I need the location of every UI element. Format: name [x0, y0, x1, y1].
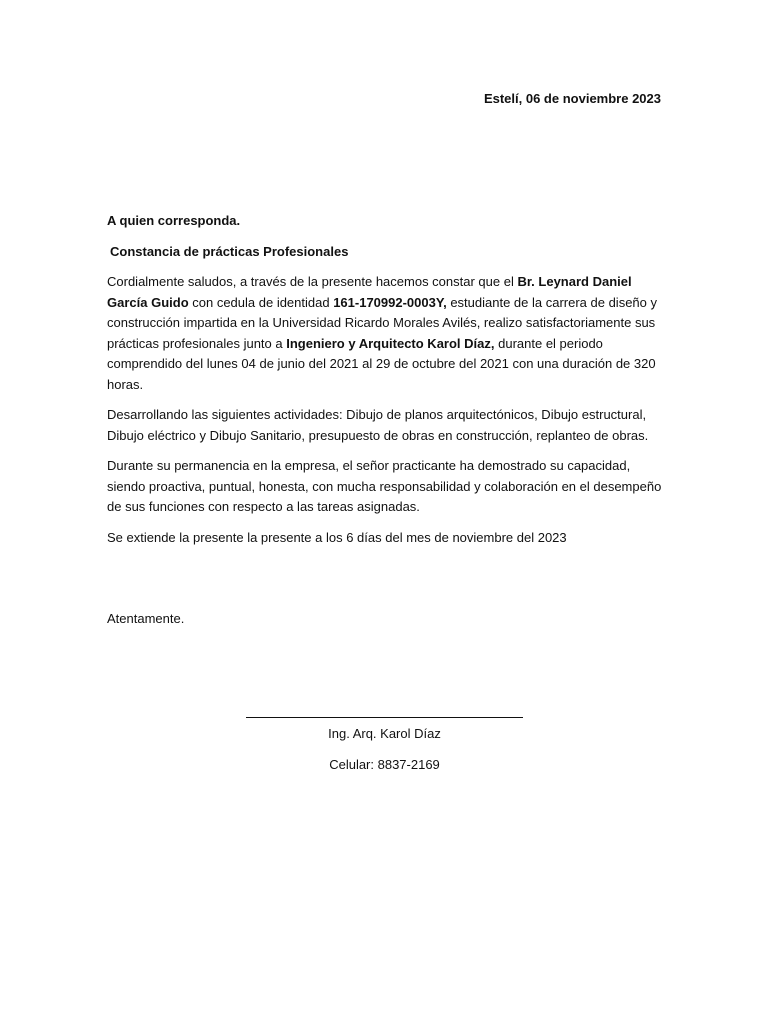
- paragraph-text: con cedula de identidad: [188, 294, 334, 310]
- paragraph-issuance: Se extiende la presente la presente a los 6 días del mes de noviembre del 2023: [107, 529, 567, 545]
- paragraph-certification: [107, 272, 663, 395]
- paragraph-text: durante el periodo comprendido del lunes 04 de junio del 2021 al 29 de octubre del 2021 con una duración de 320 horas.: [107, 335, 656, 392]
- supervisor-name: Ingeniero y Arquitecto Karol Díaz,: [286, 335, 495, 351]
- signer-name: Ing. Arq. Karol Díaz: [328, 726, 441, 741]
- letter-date: Estelí, 06 de noviembre 2023: [483, 91, 661, 106]
- paragraph-performance: Durante su permanencia en la empresa, el señor practicante ha demostrado su capacidad, siendo proactiva, puntual, honesta, con mucha responsabilidad y colaboración en el desempeño de sus funciones con respecto a las tareas asignadas.: [107, 458, 662, 514]
- letter-body: [107, 211, 663, 558]
- paragraph-text: Cordialmente saludos, a través de la presente hacemos constar que el: [107, 274, 518, 289]
- letter-subject: Constancia de prácticas Profesionales: [110, 243, 349, 259]
- closing: Atentamente.: [107, 611, 185, 626]
- salutation: A quien corresponda.: [107, 213, 241, 228]
- signature-line: [246, 717, 523, 718]
- paragraph-text: estudiante de la carrera de diseño y construcción impartida en la Universidad Ricardo Morales Avilés, realizo satisfactoriamente sus prácticas profesionales junto a: [107, 294, 658, 351]
- signature-block: [246, 703, 523, 775]
- paragraph-activities: Desarrollando las siguientes actividades: Dibujo de planos arquitectónicos, Dibujo estructural, Dibujo eléctrico y Dibujo Sanitario, presupuesto de obras en construcción, replanteo de obras.: [107, 407, 649, 443]
- student-id: 161-170992-0003Y,: [333, 294, 447, 310]
- signer-phone: Celular: 8837-2169: [329, 757, 440, 772]
- student-name: Br. Leynard Daniel García Guido: [107, 274, 632, 310]
